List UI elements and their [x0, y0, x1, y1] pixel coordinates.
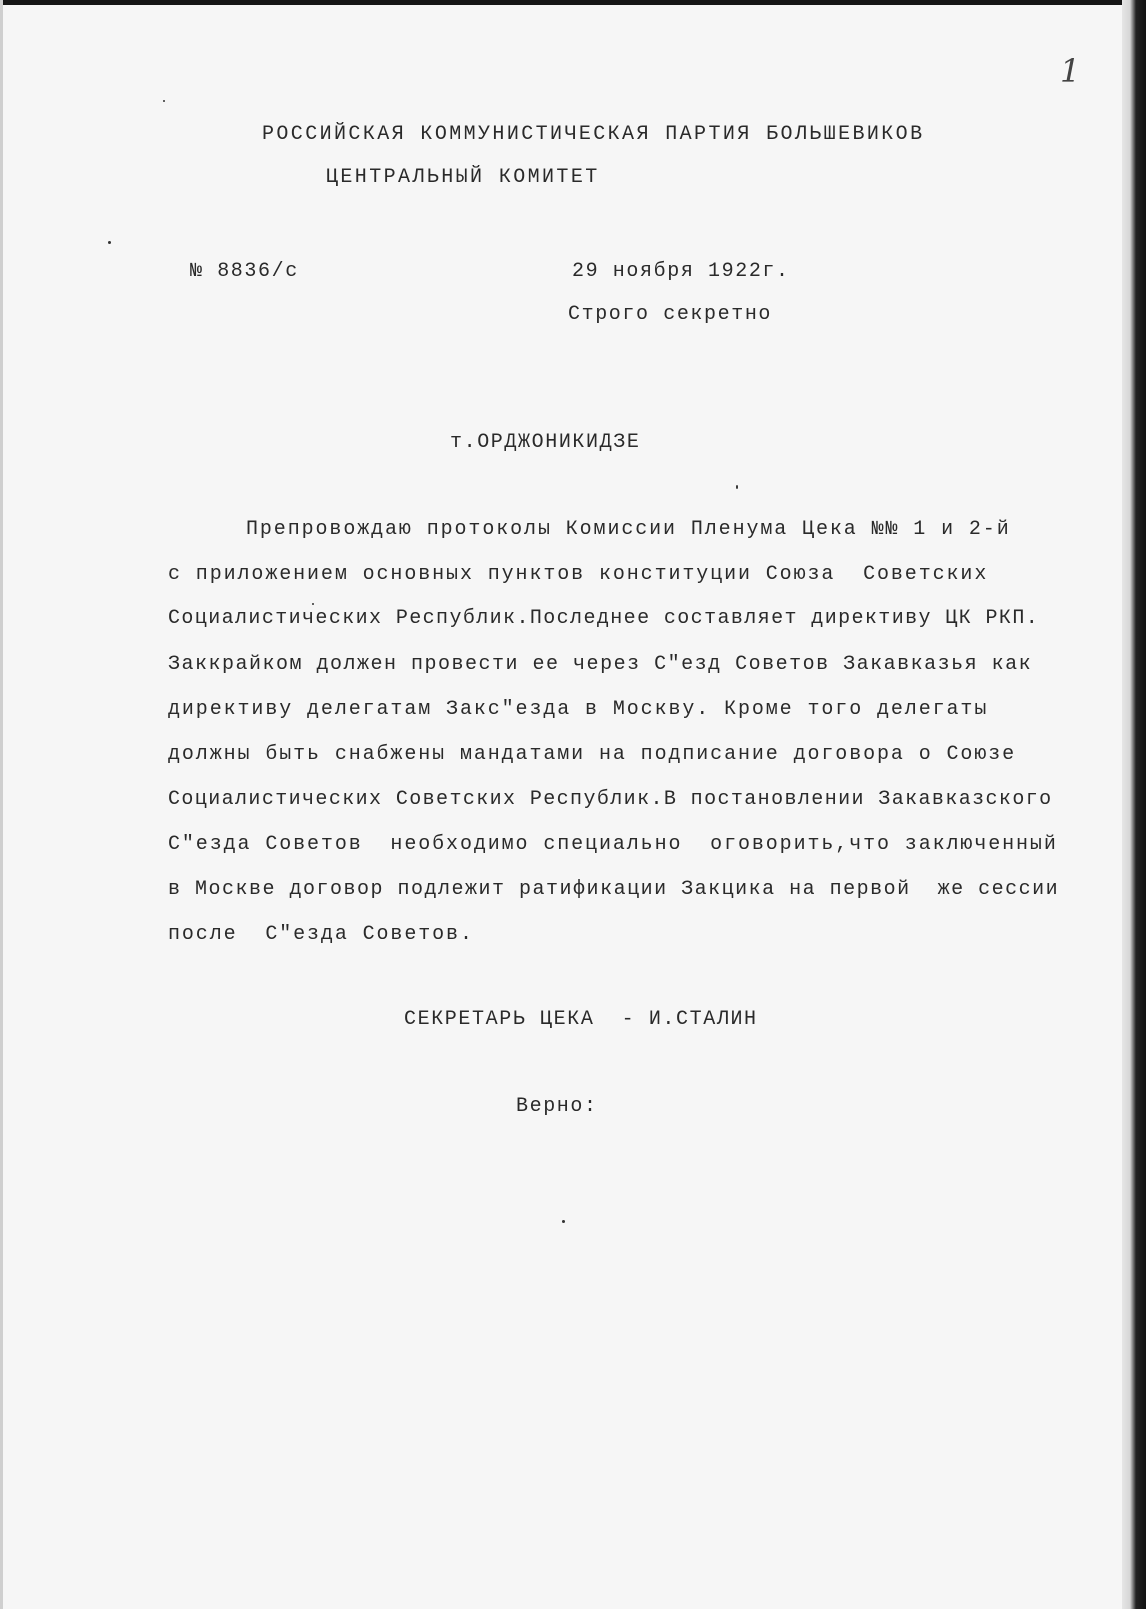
scan-border-left: [0, 0, 3, 1609]
body-line: С"езда Советов необходимо специально оговорить,что заключенный: [168, 833, 1058, 856]
addressee: т.ОРДЖОНИКИДЗЕ: [450, 431, 641, 454]
scan-border-right: [1122, 0, 1146, 1609]
body-line: директиву делегатам Закс"езда в Москву. Кроме того делегаты: [168, 698, 989, 721]
document-number: № 8836/с: [190, 260, 299, 283]
scan-speck: [108, 241, 111, 244]
scan-speck: [562, 1220, 565, 1223]
body-line: должны быть снабжены мандатами на подписание договора о Союзе: [168, 743, 1017, 766]
document-date: 29 ноября 1922г.: [572, 260, 790, 283]
body-line: Препровождаю протоколы Комиссии Пленума Цека №№ 1 и 2-й: [246, 518, 1011, 541]
classification-stamp: Строго секретно: [568, 303, 773, 326]
header-committee: ЦЕНТРАЛЬНЫЙ КОМИТЕТ: [326, 166, 600, 189]
body-line: Социалистических Советских Республик.В постановлении Закавказского: [168, 788, 1053, 811]
header-organization: РОССИЙСКАЯ КОММУНИСТИЧЕСКАЯ ПАРТИЯ БОЛЬШЕВИКОВ: [262, 123, 925, 146]
body-line: в Москве договор подлежит ратификации Закцика на первой же сессии: [168, 878, 1060, 901]
scan-speck: [736, 485, 738, 489]
scan-speck: [163, 100, 165, 102]
body-line: Заккрайком должен провести ее через С"езд Советов Закавказья как: [168, 653, 1033, 676]
certification-label: Верно:: [516, 1095, 598, 1118]
scan-border-top: [0, 0, 1146, 5]
body-line: Социалистических Республик.Последнее составляет директиву ЦК РКП.: [168, 607, 1040, 630]
page-number: 1: [1060, 52, 1081, 90]
signature-line: СЕКРЕТАРЬ ЦЕКА - И.СТАЛИН: [404, 1008, 758, 1031]
body-line: после С"езда Советов.: [168, 923, 474, 946]
scan-speck: [312, 603, 314, 605]
body-line: с приложением основных пунктов конституции Союза Советских: [168, 563, 989, 586]
